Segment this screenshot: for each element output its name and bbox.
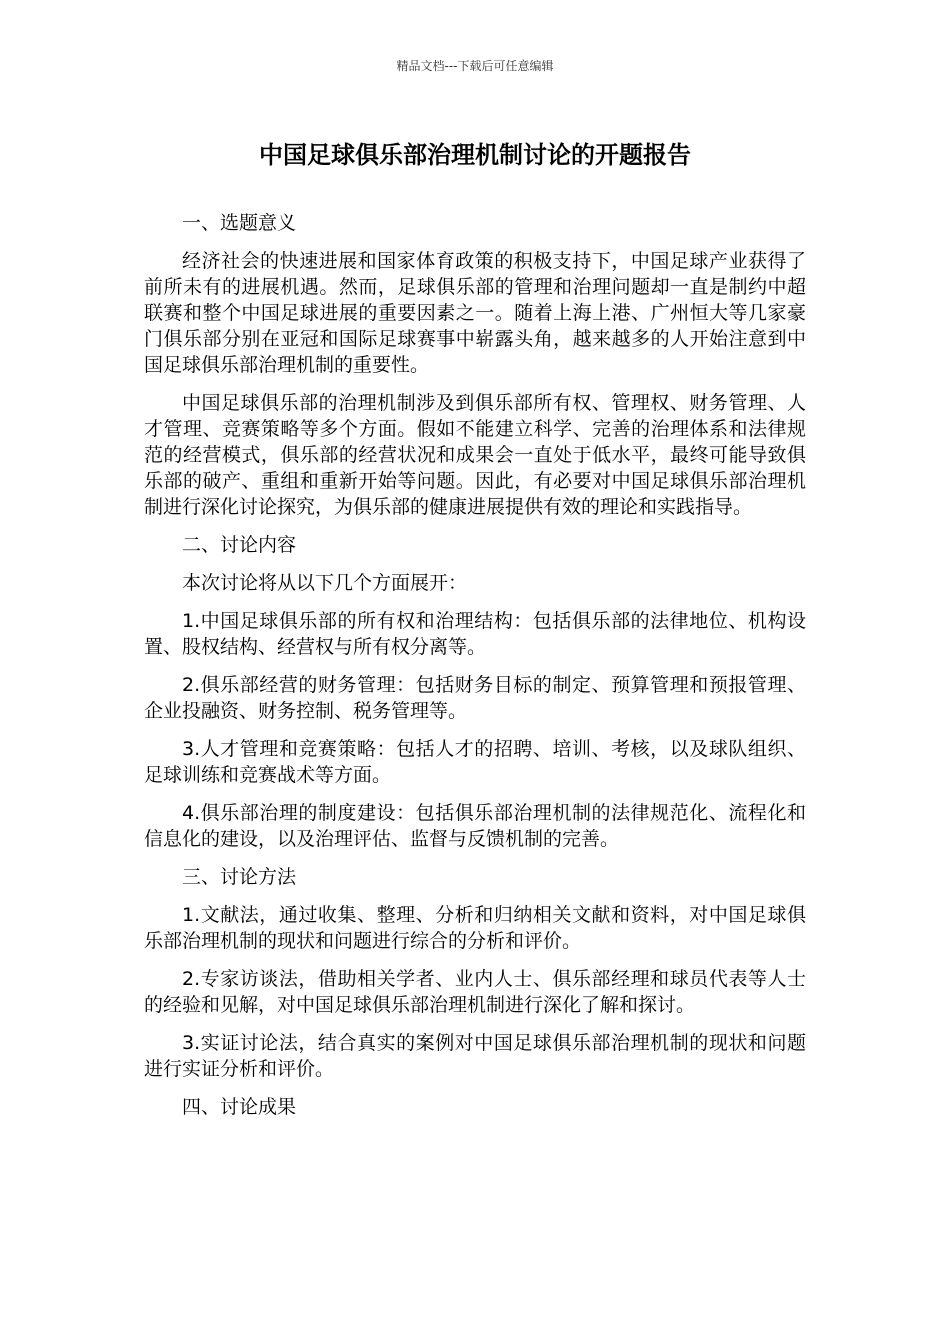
paragraph: 经济社会的快速进展和国家体育政策的积极支持下，中国足球产业获得了前所未有的进展机遇。然而，足球俱乐部的管理和治理问题却一直是制约中超联赛和整个中国足球进展的重要因素之一。随着上海上港、广州恒大等几家豪门俱乐部分别在亚冠和国际足球赛事中崭露头角，越来越多的人开始注意到中国足球俱乐部治理机制的重要性。 (144, 250, 806, 376)
list-item: 3.人才管理和竞赛策略：包括人才的招聘、培训、考核，以及球队组织、足球训练和竞赛战术等方面。 (144, 738, 806, 786)
page-header-watermark: 精品文档---下载后可任意编辑 (396, 59, 554, 73)
section-heading-results: 四、讨论成果 (182, 1096, 297, 1118)
document-body (144, 210, 806, 1132)
section-heading-significance: 一、选题意义 (182, 212, 297, 234)
list-item: 3.实证讨论法，结合真实的案例对中国足球俱乐部治理机制的现状和问题进行实证分析和评价。 (144, 1032, 806, 1080)
list-item: 1.中国足球俱乐部的所有权和治理结构：包括俱乐部的法律地位、机构设置、股权结构、经营权与所有权分离等。 (144, 610, 806, 658)
list-item: 4.俱乐部治理的制度建设：包括俱乐部治理机制的法律规范化、流程化和信息化的建设，以及治理评估、监督与反馈机制的完善。 (144, 802, 806, 850)
document-title: 中国足球俱乐部治理机制讨论的开题报告 (259, 141, 691, 169)
paragraph: 中国足球俱乐部的治理机制涉及到俱乐部所有权、管理权、财务管理、人才管理、竞赛策略等多个方面。假如不能建立科学、完善的治理体系和法律规范的经营模式，俱乐部的经营状况和成果会一直处于低水平，最终可能导致俱乐部的破产、重组和重新开始等问题。因此，有必要对中国足球俱乐部治理机制进行深化讨论探究，为俱乐部的健康进展提供有效的理论和实践指导。 (144, 392, 806, 518)
list-item: 2.俱乐部经营的财务管理：包括财务目标的制定、预算管理和预报管理、企业投融资、财务控制、税务管理等。 (144, 674, 806, 722)
list-item: 2.专家访谈法，借助相关学者、业内人士、俱乐部经理和球员代表等人士的经验和见解，对中国足球俱乐部治理机制进行深化了解和探讨。 (144, 968, 806, 1016)
section-heading-content: 二、讨论内容 (182, 534, 297, 556)
list-item: 1.文献法，通过收集、整理、分析和归纳相关文献和资料，对中国足球俱乐部治理机制的现状和问题进行综合的分析和评价。 (144, 904, 806, 952)
paragraph: 本次讨论将从以下几个方面展开： (182, 572, 468, 594)
section-heading-methods: 三、讨论方法 (182, 866, 297, 888)
